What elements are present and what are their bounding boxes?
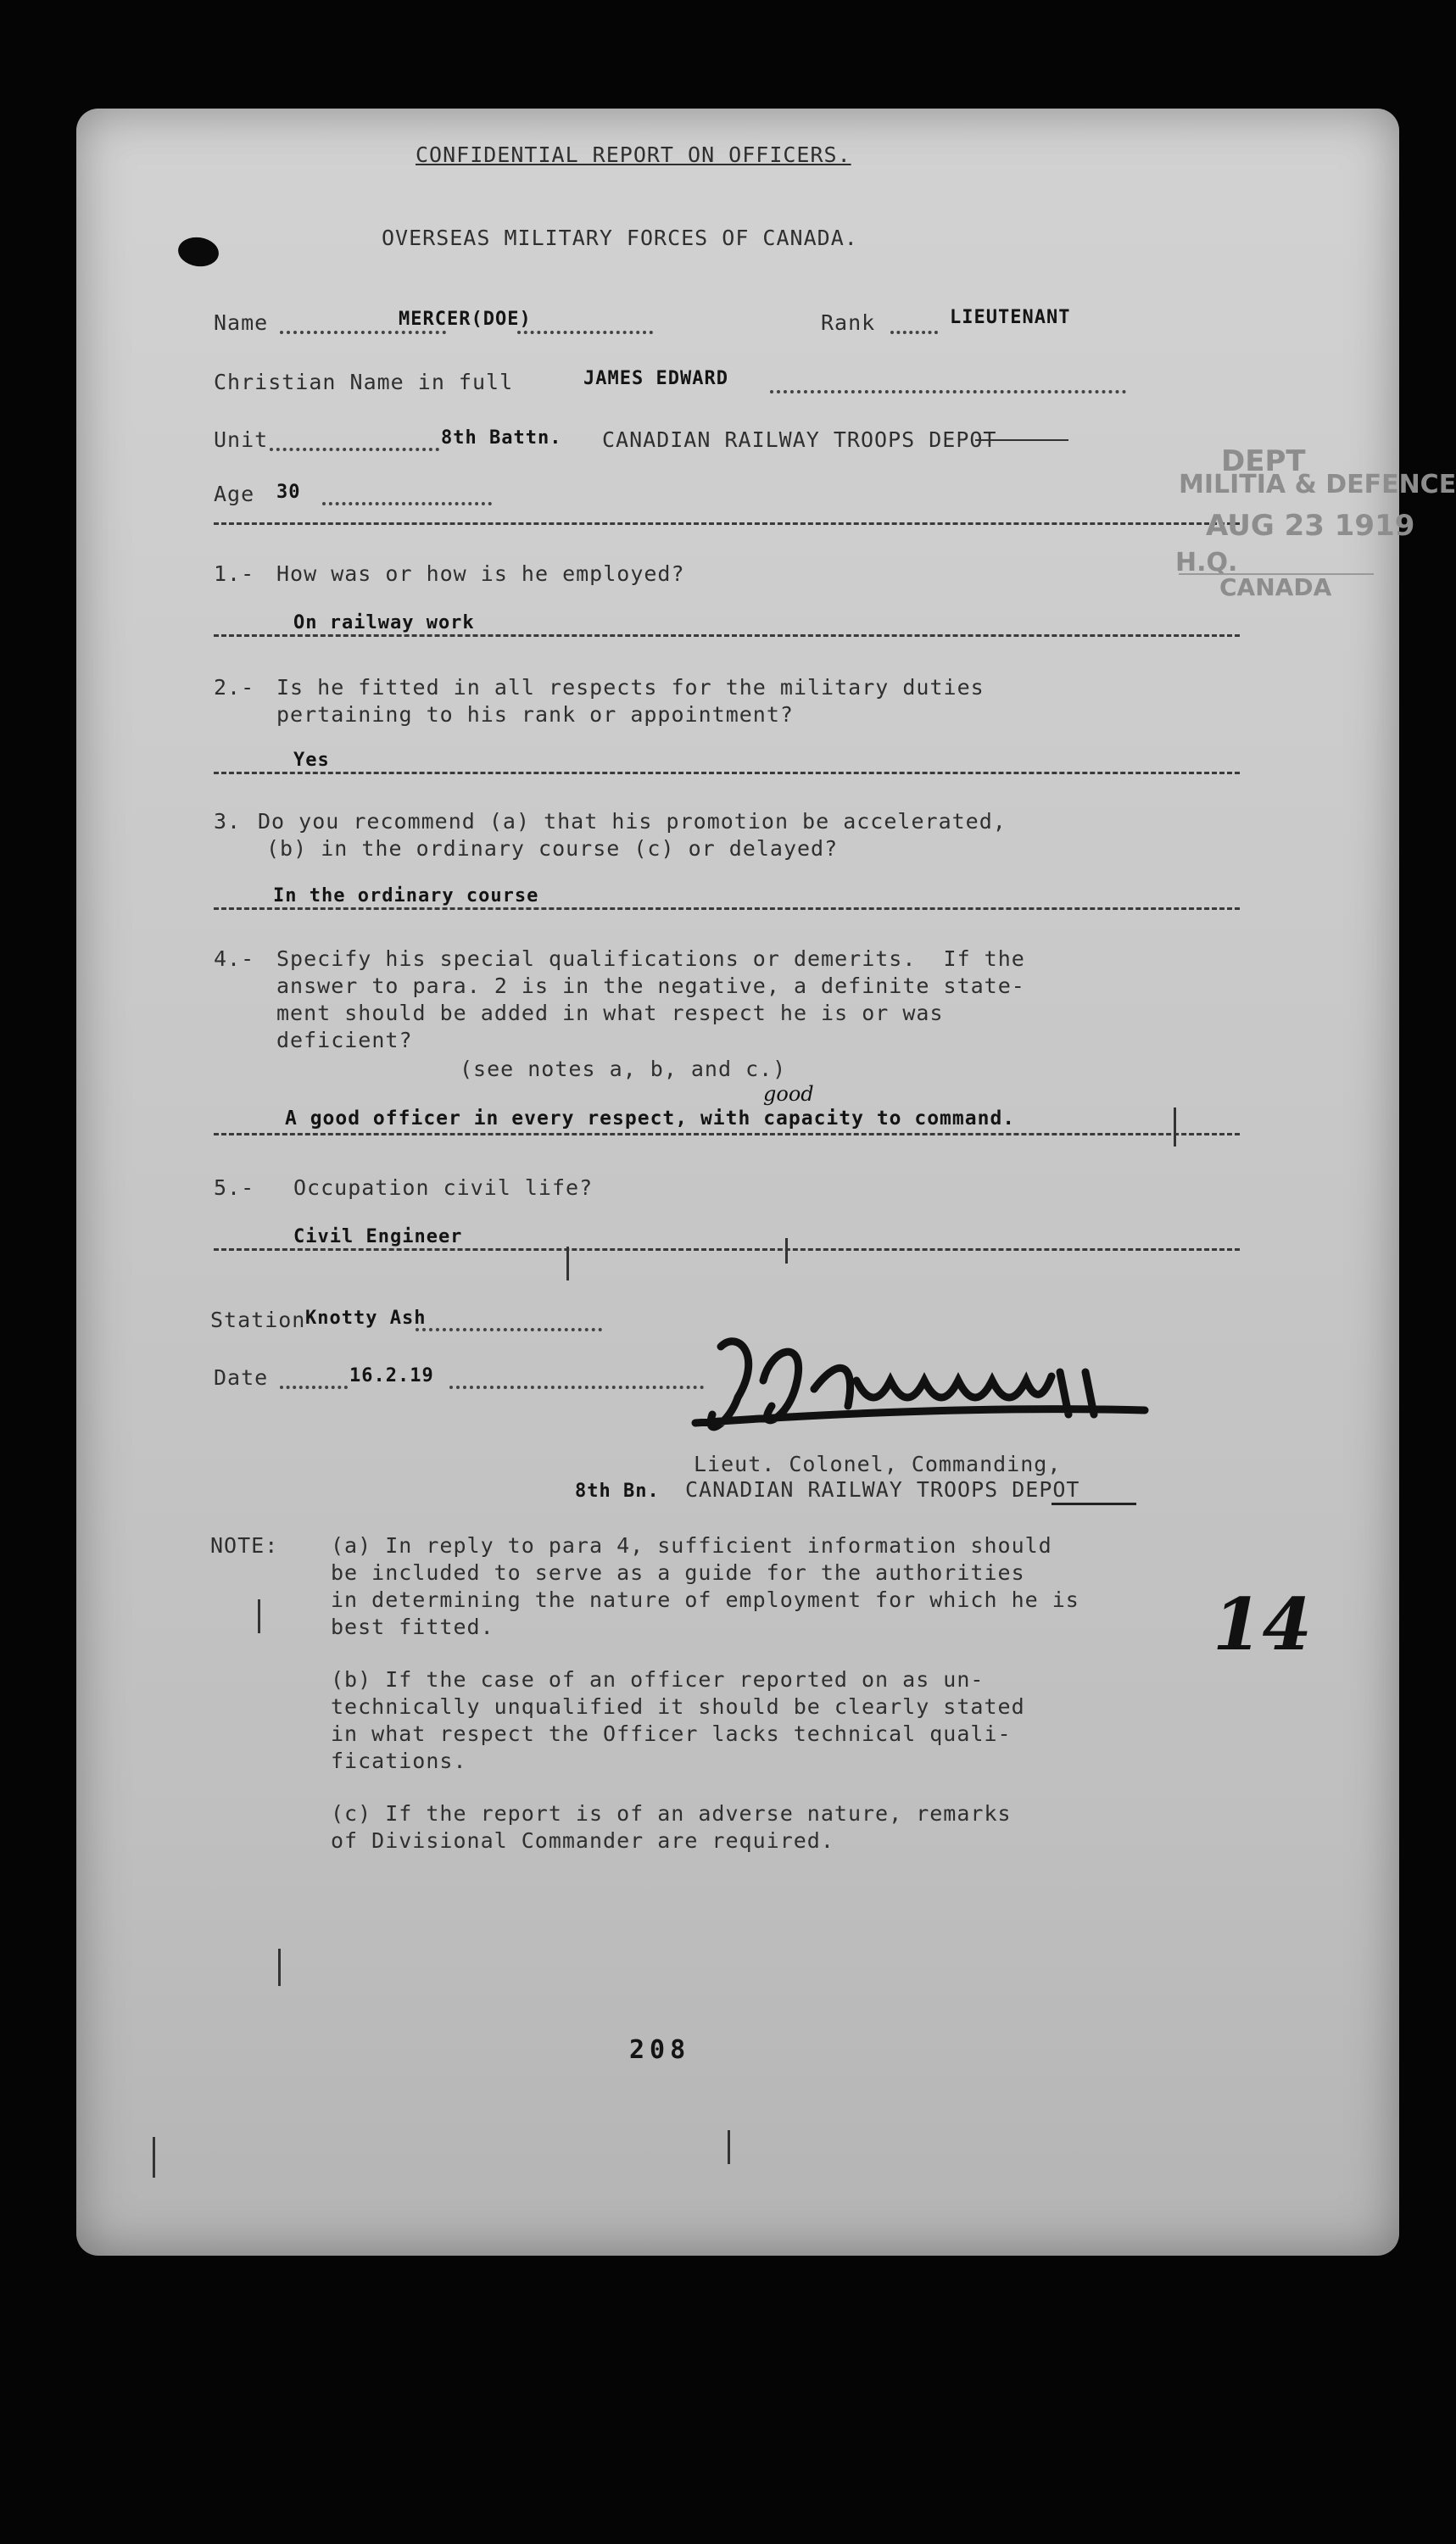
section-divider — [214, 522, 1240, 525]
left-edge-tick — [153, 2137, 155, 2178]
stamp-canada: CANADA — [1219, 573, 1332, 601]
note-b-2: technically unqualified it should be clearly stated — [331, 1694, 1025, 1719]
signature — [687, 1330, 1162, 1457]
q5-tick — [785, 1238, 788, 1264]
q1-answer: On railway work — [293, 612, 475, 633]
form-title: CONFIDENTIAL REPORT ON OFFICERS. — [416, 142, 851, 167]
q5-answer: Civil Engineer — [293, 1226, 463, 1247]
date-value: 16.2.19 — [349, 1365, 434, 1386]
q2-number: 2.- — [214, 675, 255, 700]
q3-answer: In the ordinary course — [273, 885, 539, 907]
q3-text-1: Do you recommend (a) that his promotion be accelerated, — [258, 809, 1007, 834]
q1-text: How was or how is he employed? — [276, 561, 685, 586]
q4-text-1: Specify his special qualifications or demerits. If the — [276, 946, 1025, 971]
form-subtitle: OVERSEAS MILITARY FORCES OF CANADA. — [382, 226, 858, 250]
bottom-tick — [728, 2130, 730, 2164]
note-a-3: in determining the nature of employment for which he is — [331, 1587, 1079, 1612]
q5-answer-line — [214, 1248, 1240, 1251]
q3-text-2: (b) in the ordinary course (c) or delayed? — [266, 836, 839, 861]
note-b-1: (b) If the case of an officer reported on as un- — [331, 1667, 985, 1692]
q1-number: 1.- — [214, 561, 255, 586]
date-dots — [280, 1386, 348, 1389]
rank-dots — [890, 331, 938, 334]
name-dots-2 — [517, 331, 653, 334]
note-a-4: best fitted. — [331, 1615, 494, 1639]
signatory-unit: CANADIAN RAILWAY TROOPS DEPOT — [685, 1477, 1080, 1502]
age-label: Age — [214, 482, 255, 506]
unit-printed: CANADIAN RAILWAY TROOPS DEPOT — [602, 427, 997, 452]
q2-answer-line — [214, 772, 1240, 774]
rank-label: Rank — [821, 310, 876, 335]
date-label: Date — [214, 1365, 269, 1390]
stamp-militia: MILITIA & DEFENCE — [1179, 470, 1456, 499]
q4-text-3: ment should be added in what respect he is or was — [276, 1001, 944, 1025]
q2-answer: Yes — [293, 750, 330, 771]
unit-dots — [270, 448, 439, 451]
name-value: MERCER(DOE) — [399, 309, 532, 330]
q4-text-4: deficient? — [276, 1028, 413, 1052]
notes-label: NOTE: — [210, 1533, 279, 1558]
stamp-dept: DEPT — [1221, 444, 1306, 478]
q2-text-1: Is he fitted in all respects for the military duties — [276, 675, 985, 700]
q4-note: (see notes a, b, and c.) — [460, 1057, 787, 1081]
station-dots — [416, 1328, 602, 1331]
q3-answer-line — [214, 907, 1240, 910]
depot-underline — [1052, 1503, 1136, 1505]
unit-value: 8th Battn. — [441, 427, 562, 449]
signatory-title: Lieut. Colonel, Commanding, — [694, 1452, 1062, 1476]
margin-tick — [1174, 1107, 1176, 1146]
q4-inserted-word: good — [763, 1082, 814, 1106]
unit-label: Unit — [214, 427, 269, 452]
name-dots — [280, 331, 446, 334]
q2-text-2: pertaining to his rank or appointment? — [276, 702, 794, 727]
q4-answer: A good officer in every respect, with capacity to command. — [285, 1107, 1016, 1130]
name-label: Name — [214, 310, 269, 335]
station-label: Station — [210, 1308, 306, 1332]
christian-name-value: JAMES EDWARD — [583, 368, 728, 389]
note-a-2: be included to serve as a guide for the authorities — [331, 1560, 1025, 1585]
date-dots-2 — [449, 1386, 704, 1389]
page-number: 14 — [1213, 1582, 1312, 1666]
q4-number: 4.- — [214, 946, 255, 971]
q4-text-2: answer to para. 2 is in the negative, a definite state- — [276, 974, 1025, 998]
note-c-1: (c) If the report is of an adverse nature, remarks — [331, 1801, 1012, 1826]
bottom-mark: 208 — [629, 2035, 691, 2065]
note-tick — [258, 1599, 260, 1633]
q5-number: 5.- — [214, 1175, 255, 1200]
stamp-date: AUG 23 1919 — [1206, 509, 1415, 543]
station-value: Knotty Ash — [305, 1308, 427, 1329]
q3-number: 3. — [214, 809, 242, 834]
stamp-rule — [1179, 573, 1374, 575]
age-dots — [322, 502, 492, 505]
q1-answer-line — [214, 634, 1240, 637]
note-b-3: in what respect the Officer lacks technical quali- — [331, 1721, 1012, 1746]
note-a-1: (a) In reply to para 4, sufficient information should — [331, 1533, 1052, 1558]
unit-strike — [975, 439, 1068, 441]
christian-name-label: Christian Name in full — [214, 370, 514, 394]
ink-blot — [176, 235, 220, 269]
document-page — [76, 109, 1456, 2256]
q4-answer-line — [214, 1133, 1240, 1135]
q5-tick-2 — [566, 1247, 569, 1280]
age-value: 30 — [276, 482, 301, 503]
christian-name-dots — [770, 390, 1126, 393]
left-tick — [278, 1949, 281, 1986]
q5-text: Occupation civil life? — [293, 1175, 594, 1200]
note-b-4: fications. — [331, 1749, 467, 1773]
rank-value: LIEUTENANT — [950, 307, 1071, 328]
signatory-unit-prefix: 8th Bn. — [575, 1481, 660, 1502]
stamp-hq: H.Q. — [1175, 548, 1238, 577]
note-c-2: of Divisional Commander are required. — [331, 1828, 834, 1853]
